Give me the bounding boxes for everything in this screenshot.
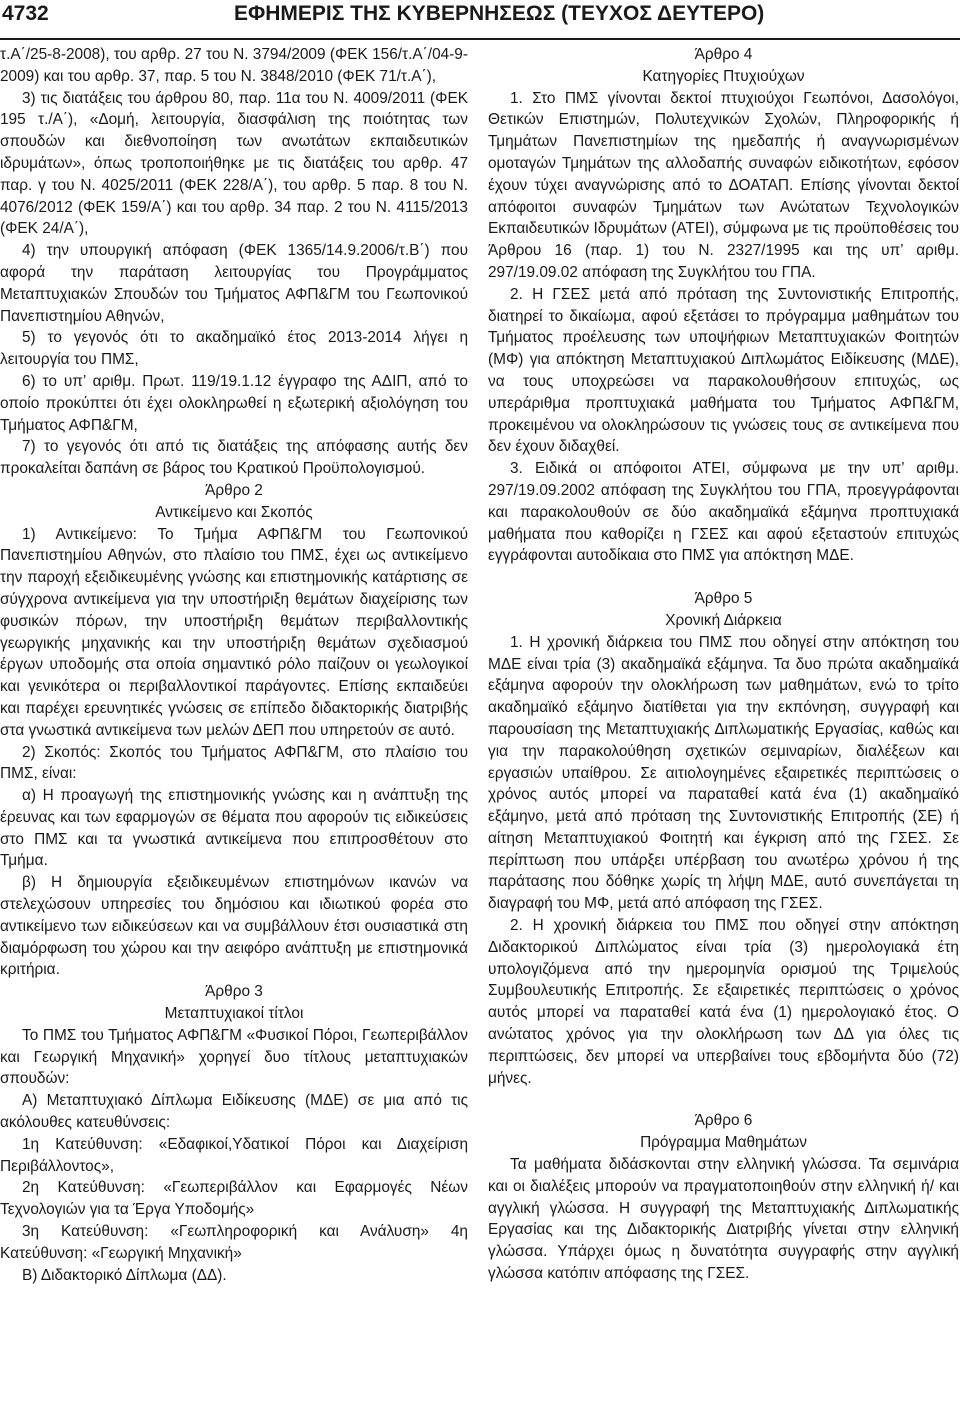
paragraph: 3. Ειδικά οι απόφοιτοι ΑΤΕΙ, σύμφωνα με την υπ’ αριθμ. 297/19.09.2002 απόφαση της Συγκλήτου του ΓΠΑ, προεγγράφονται και παρακολουθούν σε δύο ακαδημαϊκά εξάμηνα προπτυχιακά μαθήματα που καθορίζει η ΓΣΕΣ και αφού εξεταστούν επιτυχώς εγγράφονται αυτοδίκαια στο ΠΜΣ για απόκτηση ΜΔΕ. [488, 460, 959, 565]
article-subheading: Κατηγορίες Πτυχιούχων [642, 67, 805, 85]
paragraph: 2η Κατεύθυνση: «Γεωπεριβάλλον και Εφαρμογές Νέων Τεχνολογιών για τα Έργα Υποδομής» [0, 1179, 468, 1219]
header-divider [0, 38, 960, 40]
paragraph: α) Η προαγωγή της επιστημονικής γνώσης και η ανάπτυξη της έρευνας και των εφαρμογών σε θέματα που αφορούν τις ειδικεύσεις στο ΠΜΣ και τα γνωστικά αντικείμενα που επιπροσθέτουν στο Τμήμα. [0, 787, 468, 870]
page-number: 4732 [2, 2, 49, 25]
article-heading: Άρθρο 5 [694, 590, 753, 608]
paragraph: 2. Η χρονική διάρκεια του ΠΜΣ που οδηγεί στην απόκτηση Διδακτορικού Διπλώματος είναι τρία (3) ημερολογιακά έτη υπολογιζόμενα από την ημερομηνία ορισμού της Τριμελούς Συμβουλευτικής Επιτροπής. Σε εξαιρετικές περιπτώσεις ο χρόνος αυτός μπορεί να παραταθεί κατά ένα (1) ημερολογιακό έτος. Ο ανώτατος χρόνος για την ολοκλήρωση των ΔΔ για όλες τις περιπτώσεις, δεν μπορεί να υπερβαίνει τους εβδομήντα δύο (72) μήνες. [488, 917, 959, 1087]
article-subheading: Πρόγραμμα Μαθημάτων [640, 1134, 807, 1152]
article-subheading: Αντικείμενο και Σκοπός [155, 503, 313, 521]
paragraph: 4) την υπουργική απόφαση (ΦΕΚ 1365/14.9.2006/τ.Β΄) που αφορά την παράταση λειτουργίας του Προγράμματος Μεταπτυχιακών Σπουδών του Τμήματος ΑΦΠ&ΓΜ του Γεωπονικού Πανεπιστημίου Αθηνών, [0, 242, 468, 325]
paragraph: 1. Η χρονική διάρκεια του ΠΜΣ που οδηγεί στην απόκτηση του ΜΔΕ είναι τρία (3) ακαδημαϊκά εξάμηνα. Τα δυο πρώτα ακαδημαϊκά εξάμηνα αφορούν την ολοκλήρωση των μαθημάτων, ενώ το τρίτο ακαδημαϊκό εξάμηνο διατίθεται για την εκπόνηση, συγγραφή και παρουσίαση της Μεταπτυχιακής Διπλωματικής Εργασίας, καθώς και για την παρακολούθηση σχετικών σεμιναρίων, διαλέξεων και εργασιών υπαίθρου. Σε αιτιολογημένες εξαιρετικές περιπτώσεις ο χρόνος αυτός μπορεί να παραταθεί κατά ένα (1) ακαδημαϊκό εξάμηνο, μετά από πρόταση της Συντονιστικής Επιτροπής (ΣΕ) ή αίτηση Μεταπτυχιακού Φοιτητή και έγκριση από της ΓΣΕΣ. Σε περίπτωση που υπάρξει υπέρβαση του ανωτέρω χρόνου ή της παράτασης που δόθηκε χωρίς τη λήψη ΜΔΕ, αυτό συνεπάγεται τη διαγραφή του ΜΦ, μετά από απόφαση της ΓΣΕΣ. [488, 633, 959, 913]
paragraph: 1. Στο ΠΜΣ γίνονται δεκτοί πτυχιούχοι Γεωπόνοι, Δασολόγοι, Θετικών Επιστημών, Πολυτεχνικών Σχολών, Πληροφορικής ή Τμημάτων Πανεπιστημίων της ημεδαπής ή αναγνωρισμένων ομοταγών Τμημάτων της αλλοδαπής συναφών ειδικοτήτων, εφόσον έχουν τύχει αναγνώρισης από το ΔΟΑΤΑΠ. Επίσης γίνονται δεκτοί απόφοιτοι συναφών Τμημάτων των Ανώτατων Τεχνολογικών Εκπαιδευτικών Ιδρυμάτων (ΑΤΕΙ), σύμφωνα με τις προϋποθέσεις του Άρθρου 16 (παρ. 1) του Ν. 2327/1995 και της υπ’ αριθμ. 297/19.09.02 απόφαση της Συγκλήτου του ΓΠΑ. [488, 89, 959, 281]
left-column [0, 44, 468, 1286]
article-heading: Άρθρο 3 [205, 983, 263, 1001]
paragraph: 3η Κατεύθυνση: «Γεωπληροφορική και Ανάλυση» 4η Κατεύθυνση: «Γεωργική Μηχανική» [0, 1223, 468, 1262]
right-column [488, 44, 959, 1285]
journal-title: ΕΦΗΜΕΡΙΣ ΤΗΣ ΚΥΒΕΡΝΗΣΕΩΣ (ΤΕΥΧΟΣ ΔΕΥΤΕΡΟ) [234, 2, 765, 25]
paragraph: 6) το υπ’ αριθμ. Πρωτ. 119/19.1.12 έγγραφο της ΑΔΙΠ, από το οποίο προκύπτει ότι έχει ολοκληρωθεί η εξωτερική αξιολόγηση του Τμήματος ΑΦΠ&ΓΜ, [0, 372, 468, 434]
paragraph: τ.Α΄/25-8-2008), του αρθρ. 27 του Ν. 3794/2009 (ΦΕΚ 156/τ.Α΄/04-9-2009) και του αρθρ. 37, παρ. 5 του Ν. 3848/2010 (ΦΕΚ 71/τ.Α΄), [0, 46, 468, 85]
paragraph: 2) Σκοπός: Σκοπός του Τμήματος ΑΦΠ&ΓΜ, στο πλαίσιο του ΠΜΣ, είναι: [0, 743, 468, 783]
paragraph: 2. Η ΓΣΕΣ μετά από πρόταση της Συντονιστικής Επιτροπής, διατηρεί το δικαίωμα, αφού εξετάσει το πρόγραμμα μαθημάτων του Τμήματος προέλευσης των υποψήφιων Μεταπτυχιακών Φοιτητών (ΜΦ) για απόκτηση Μεταπτυχιακού Διπλωμάτος Ειδίκευσης (ΜΔΕ), να τους υποχρεώσει να παρακολουθήσουν επιτυχώς, ως υπεράριθμα προπτυχιακά μαθήματα του Τμήματος ΑΦΠ&ΓΜ, προκειμένου να ολοκληρώσουν τις γνώσεις τους σε αντικείμενα που δεν έχουν διδαχθεί. [488, 285, 959, 456]
paragraph: β) Η δημιουργία εξειδικευμένων επιστημόνων ικανών να στελεχώσουν υπηρεσίες του δημόσιου και ιδιωτικού φορέα στο αντικείμενο των ειδικεύσεων και να συμβάλλουν έτσι ουσιαστικά στη διαμόρφωση του χώρου και την αειφόρο ανάπτυξη με επιστημονικά κριτήρια. [0, 874, 468, 979]
paragraph: 7) το γεγονός ότι από τις διατάξεις της απόφασης αυτής δεν προκαλείται δαπάνη σε βάρος του Κρατικού Προϋπολογισμού. [0, 438, 468, 478]
paragraph: 5) το γεγονός ότι το ακαδημαϊκό έτος 2013-2014 λήγει η λειτουργία του ΠΜΣ, [0, 329, 468, 369]
paragraph: 1η Κατεύθυνση: «Εδαφικοί,Υδατικοί Πόροι και Διαχείριση Περιβάλλοντος», [0, 1135, 468, 1175]
article-heading: Άρθρο 4 [694, 46, 753, 63]
paragraph: 1) Αντικείμενο: Το Τμήμα ΑΦΠ&ΓΜ του Γεωπονικού Πανεπιστημίου Αθηνών, στο πλαίσιο του ΠΜΣ, έχει ως αντικείμενο την παροχή εξειδικευμένης γνώσης και επιστημονικής κατάρτισης σε σύγχρονα αντικείμενα για την υποστήριξη θεμάτων διαχείρισης των φυσικών πόρων, την υποστήριξη θεμάτων περιβαλλοντικής γεωργικής μηχανικής και την υποστήριξη θεμάτων σχεδιασμού έργων υποδομής στα οποία σημαντικό ρόλο παίζουν οι γεωλογικοί και γενικότερα οι περιβαλλοντικοί παράγοντες. Επίσης εκπαιδεύει και παρέχει ερευνητικές γνώσεις σε επίπεδο διδακτορικής διατριβής στα γνωστικά αντικείμενα των μελών ΔΕΠ που υπηρετούν σε αυτό. [0, 525, 468, 739]
paragraph: Α) Μεταπτυχιακό Δίπλωμα Ειδίκευσης (ΜΔΕ) σε μια από τις ακόλουθες κατευθύνσεις: [0, 1092, 468, 1132]
paragraph: Β) Διδακτορικό Δίπλωμα (ΔΔ). [22, 1266, 227, 1284]
paragraph: Το ΠΜΣ του Τμήματος ΑΦΠ&ΓΜ «Φυσικοί Πόροι, Γεωπεριβάλλον και Γεωργική Μηχανική» χορηγεί δυο τίτλους μεταπτυχιακών σπουδών: [0, 1026, 468, 1088]
article-heading: Άρθρο 6 [694, 1112, 753, 1130]
page-header [0, 2, 960, 36]
article-subheading: Χρονική Διάρκεια [665, 611, 782, 629]
article-heading: Άρθρο 2 [205, 481, 263, 499]
paragraph: 3) τις διατάξεις του άρθρου 80, παρ. 11α του Ν. 4009/2011 (ΦΕΚ 195 τ./Α΄), «Δομή, λειτουργία, διασφάλιση της ποιότητας των σπουδών και διεθνοποίηση των ανωτάτων εκπαιδευτικών ιδρυμάτων», όπως τροποποιήθηκε με τις διατάξεις του αρθρ. 47 παρ. γ του Ν. 4025/2011 (ΦΕΚ 228/Α΄), του αρθρ. 5 παρ. 8 του Ν. 4076/2012 (ΦΕΚ 159/Α΄) και του αρθρ. 34 παρ. 2 του Ν. 4115/2013 (ΦΕΚ 24/Α΄), [0, 89, 468, 238]
article-subheading: Μεταπτυχιακοί τίτλοι [164, 1005, 304, 1023]
paragraph: Τα μαθήματα διδάσκονται στην ελληνική γλώσσα. Τα σεμινάρια και οι διαλέξεις μπορούν να πραγματοποιηθούν στην ελληνική ή/ και αγγλική γλώσσα. Η συγγραφή της Μεταπτυχιακής Διπλωματικής Εργασίας και της Διδακτορικής Διατριβής γίνεται στην ελληνική γλώσσα. Υπάρχει όμως η δυνατότητα συγγραφής στην αγγλική γλώσσα κατόπιν απόφασης της ΓΣΕΣ. [488, 1156, 959, 1283]
